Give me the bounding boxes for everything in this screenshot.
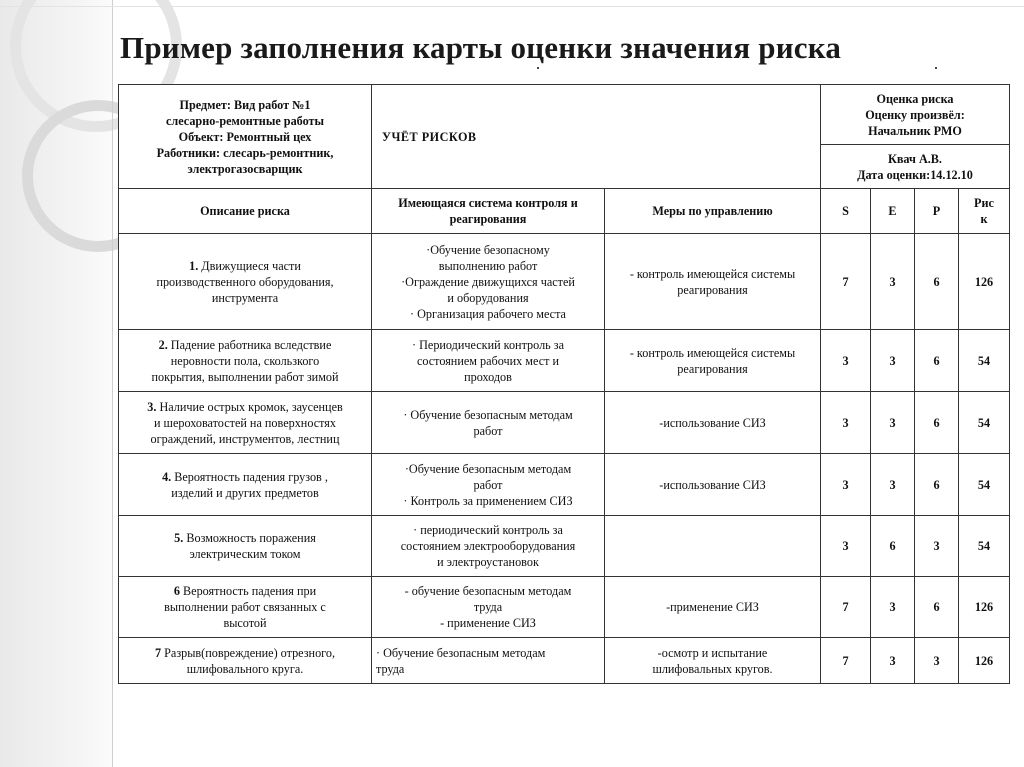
control-system-line: · Организация рабочего места (410, 306, 566, 321)
risk-value: 54 (959, 454, 1010, 516)
measures-line: - контроль имеющейся системы (629, 266, 796, 281)
risk-description-line: неровности пола, скользкого (170, 353, 320, 368)
risk-description-cell (119, 638, 372, 684)
assessment-line: Начальник РМО (868, 123, 962, 138)
table-row (119, 392, 1010, 454)
risk-description-line: Движущиеся части (201, 258, 301, 273)
control-system-line: - применение СИЗ (440, 616, 536, 630)
e-value: 3 (871, 577, 915, 638)
column-header-s: S (821, 189, 871, 234)
subject-line: электрогазосварщик (187, 161, 303, 176)
assessment-line: Оценка риска (876, 91, 954, 106)
risk-description-line: высотой (223, 616, 267, 630)
risk-description-line: Вероятность падения грузов , (174, 469, 328, 484)
measures-line: шлифовальных кругов. (652, 661, 773, 676)
measures-cell (605, 516, 821, 577)
row-number: 4. (162, 469, 172, 484)
assessor-cell (821, 145, 1010, 189)
control-system-line: · Обучение безопасным методам (376, 645, 546, 660)
row-number: 5. (174, 531, 184, 545)
slide-divider-vertical (112, 0, 113, 767)
column-header-line: Рис (974, 196, 994, 210)
measures-cell (605, 638, 821, 684)
row-number: 1. (189, 258, 199, 273)
measures-cell (605, 330, 821, 392)
slide-title: Пример заполнения карты оценки значения риска (120, 30, 842, 65)
risk-description-line: Падение работника вследствие (170, 337, 332, 352)
s-value: 7 (821, 234, 871, 330)
column-header-line: к (980, 212, 988, 226)
control-system-line: и электроустановок (437, 555, 539, 569)
measures-line: реагирования (677, 361, 748, 376)
risk-description-line: инструмента (211, 290, 279, 305)
control-system-cell (372, 577, 605, 638)
risk-description-cell (119, 330, 372, 392)
risk-value: 54 (959, 392, 1010, 454)
e-value: 3 (871, 330, 915, 392)
risk-value: 126 (959, 234, 1010, 330)
column-header-risk (959, 189, 1010, 234)
row-number: 6 (173, 584, 180, 598)
control-system-cell (372, 454, 605, 516)
column-header-p: P (915, 189, 959, 234)
table-heading: УЧЁТ РИСКОВ (372, 85, 821, 189)
slide-divider-horizontal (0, 6, 1024, 7)
control-system-line: ·Обучение безопасному (426, 242, 550, 257)
risk-description-cell (119, 234, 372, 330)
subject-line: слесарно-ремонтные работы (165, 113, 325, 128)
risk-description-line: покрытия, выполнении работ зимой (151, 369, 339, 384)
decorative-dot (935, 67, 937, 69)
table-row (119, 454, 1010, 516)
measures-line: - контроль имеющейся системы (629, 345, 796, 360)
row-number: 2. (158, 337, 168, 352)
control-system-cell (372, 638, 605, 684)
control-system-cell (372, 516, 605, 577)
p-value: 6 (915, 330, 959, 392)
control-system-line: работ (473, 423, 503, 438)
risk-description-line: электрическим током (189, 547, 301, 561)
measures-line: -использование СИЗ (659, 415, 766, 430)
e-value: 3 (871, 454, 915, 516)
e-value: 6 (871, 516, 915, 577)
measures-line: реагирования (677, 282, 748, 297)
risk-value: 126 (959, 638, 1010, 684)
column-header-description: Описание риска (119, 189, 372, 234)
e-value: 3 (871, 638, 915, 684)
table-row (119, 330, 1010, 392)
control-system-line: состоянием рабочих мест и (416, 353, 560, 368)
control-system-line: работ (473, 477, 503, 492)
measures-line: -использование СИЗ (659, 477, 766, 492)
assessment-cell (821, 85, 1010, 145)
risk-value: 126 (959, 577, 1010, 638)
assessment-line: Оценку произвёл: (865, 107, 965, 122)
s-value: 3 (821, 516, 871, 577)
subject-line: Предмет: Вид работ №1 (179, 97, 311, 112)
subject-line: Работники: слесарь-ремонтник, (156, 145, 334, 160)
control-system-cell (372, 234, 605, 330)
s-value: 3 (821, 392, 871, 454)
risk-description-line: Возможность поражения (186, 531, 316, 545)
s-value: 3 (821, 330, 871, 392)
risk-value: 54 (959, 516, 1010, 577)
column-header-line: Имеющаяся система контроля и (398, 196, 578, 210)
row-number: 3. (147, 399, 157, 414)
risk-description-line: и шероховатостей на поверхностях (153, 415, 336, 430)
p-value: 3 (915, 516, 959, 577)
p-value: 6 (915, 454, 959, 516)
column-header-e: E (871, 189, 915, 234)
control-system-cell (372, 330, 605, 392)
risk-description-line: ограждений, инструментов, лестниц (150, 431, 340, 446)
row-number: 7 (154, 645, 162, 660)
p-value: 6 (915, 234, 959, 330)
subject-cell (119, 85, 372, 189)
table-row (119, 638, 1010, 684)
s-value: 3 (821, 454, 871, 516)
control-system-line: · периодический контроль за (413, 523, 563, 537)
risk-description-cell (119, 392, 372, 454)
column-header-system (372, 189, 605, 234)
e-value: 3 (871, 234, 915, 330)
p-value: 6 (915, 577, 959, 638)
s-value: 7 (821, 638, 871, 684)
measures-line: -осмотр и испытание (657, 645, 768, 660)
column-header-line: реагирования (449, 212, 527, 226)
control-system-line: выполнению работ (438, 258, 538, 273)
decorative-dot (537, 67, 539, 69)
assessor-line: Дата оценки:14.12.10 (857, 167, 973, 182)
control-system-line: ·Ограждение движущихся частей (401, 274, 575, 289)
table-row (119, 577, 1010, 638)
control-system-cell (372, 392, 605, 454)
s-value: 7 (821, 577, 871, 638)
control-system-line: ·Обучение безопасным методам (404, 461, 572, 476)
risk-description-line: выполнении работ связанных с (164, 600, 326, 614)
control-system-line: · Контроль за применением СИЗ (403, 493, 573, 508)
subject-line: Объект: Ремонтный цех (178, 129, 312, 144)
measures-cell (605, 392, 821, 454)
control-system-line: · Периодический контроль за (412, 337, 564, 352)
risk-description-line: Разрыв(повреждение) отрезного, (164, 645, 336, 660)
risk-description-cell (119, 577, 372, 638)
e-value: 3 (871, 392, 915, 454)
control-system-line: и оборудования (447, 290, 529, 305)
column-header-measures: Меры по управлению (605, 189, 821, 234)
measures-line: -применение СИЗ (666, 600, 759, 614)
risk-description-line: Наличие острых кромок, заусенцев (159, 399, 343, 414)
control-system-line: проходов (464, 369, 512, 384)
risk-table (118, 84, 1010, 684)
p-value: 6 (915, 392, 959, 454)
measures-cell (605, 577, 821, 638)
measures-cell (605, 234, 821, 330)
risk-description-cell (119, 516, 372, 577)
control-system-line: труда (376, 661, 405, 676)
risk-description-line: шлифовального круга. (186, 661, 304, 676)
table-row (119, 234, 1010, 330)
assessor-line: Квач А.В. (888, 151, 942, 166)
control-system-line: · Обучение безопасным методам (403, 407, 573, 422)
measures-cell (605, 454, 821, 516)
risk-description-line: Вероятность падения при (183, 584, 317, 598)
risk-value: 54 (959, 330, 1010, 392)
control-system-line: состоянием электрооборудования (400, 539, 576, 553)
control-system-line: - обучение безопасным методам (404, 584, 572, 598)
risk-description-cell (119, 454, 372, 516)
risk-description-line: изделий и других предметов (171, 485, 319, 500)
risk-description-line: производственного оборудования, (156, 274, 334, 289)
table-row (119, 516, 1010, 577)
p-value: 3 (915, 638, 959, 684)
control-system-line: труда (473, 600, 503, 614)
